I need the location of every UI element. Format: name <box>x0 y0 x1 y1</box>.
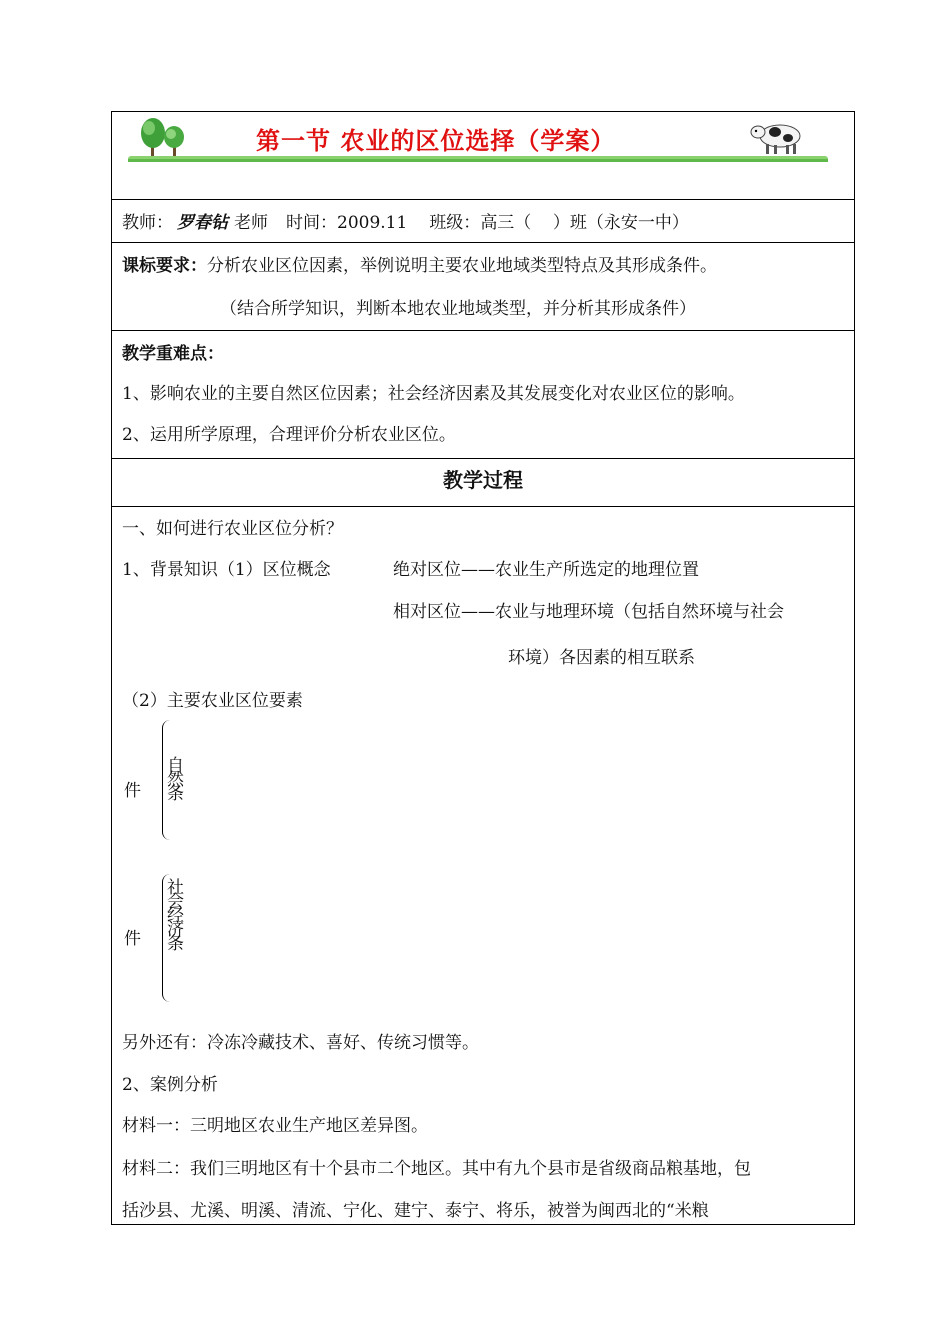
class-label: 班级： <box>429 213 481 233</box>
relative-location-line2: 环境）各因素的相互联系 <box>508 648 695 668</box>
cow-icon <box>750 118 806 158</box>
standard-row <box>112 242 854 331</box>
process-content <box>112 506 854 1224</box>
background-label: 1、背景知识（1）区位概念 <box>122 560 331 580</box>
standard-note: （结合所学知识，判断本地农业地域类型，并分析其形成条件） <box>220 299 696 319</box>
material-2-line1: 材料二：我们三明地区有十个县市二个地区。其中有九个县市是省级商品粮基地，包 <box>122 1159 751 1179</box>
title-row <box>112 112 854 200</box>
teacher-label: 教师： <box>122 213 173 233</box>
relative-location-line1: 相对区位——农业与地理环境（包括自然环境与社会 <box>393 602 784 622</box>
also-note: 另外还有：冷冻冷藏技术、喜好、传统习惯等。 <box>122 1033 479 1053</box>
teacher-suffix: 老师 <box>234 213 268 233</box>
page-title: 第一节 农业的区位选择（学案） <box>256 127 616 155</box>
material-2-line2: 括沙县、尤溪、明溪、清流、宁化、建宁、泰宁、将乐，被誉为闽西北的“米粮 <box>122 1201 709 1221</box>
standard-label: 课标要求： <box>122 256 207 276</box>
absolute-location: 绝对区位——农业生产所选定的地理位置 <box>393 560 699 580</box>
lesson-table <box>111 111 855 1225</box>
teacher-name: 罗春钻 <box>177 213 228 233</box>
time-label: 时间： <box>286 213 337 233</box>
key-point-item: 1、影响农业的主要自然区位因素；社会经济因素及其发展变化对农业区位的影响。 <box>122 384 745 404</box>
class-value: 高三（ ）班（永安一中） <box>480 213 689 233</box>
natural-side-char: 件 <box>124 781 141 801</box>
main-factors: （2）主要农业区位要素 <box>122 691 303 711</box>
info-row <box>112 199 854 243</box>
case-analysis: 2、案例分析 <box>122 1075 218 1095</box>
time-value: 2009.11 <box>337 213 408 233</box>
material-1: 材料一：三明地区农业生产地区差异图。 <box>122 1116 428 1136</box>
key-point-item: 2、运用所学原理，合理评价分析农业区位。 <box>122 425 456 445</box>
natural-conditions-label: 自然条 <box>163 756 183 798</box>
social-side-char: 件 <box>124 929 141 949</box>
key-points-row <box>112 330 854 459</box>
standard-text: 分析农业区位因素，举例说明主要农业地域类型特点及其形成条件。 <box>207 256 717 276</box>
social-conditions-label: 社会经济条 <box>163 878 183 948</box>
key-points-label: 教学重难点： <box>122 344 224 364</box>
process-heading: 教学过程 <box>443 468 523 492</box>
question-1: 一、如何进行农业区位分析？ <box>122 519 343 539</box>
process-heading-row <box>112 458 854 507</box>
